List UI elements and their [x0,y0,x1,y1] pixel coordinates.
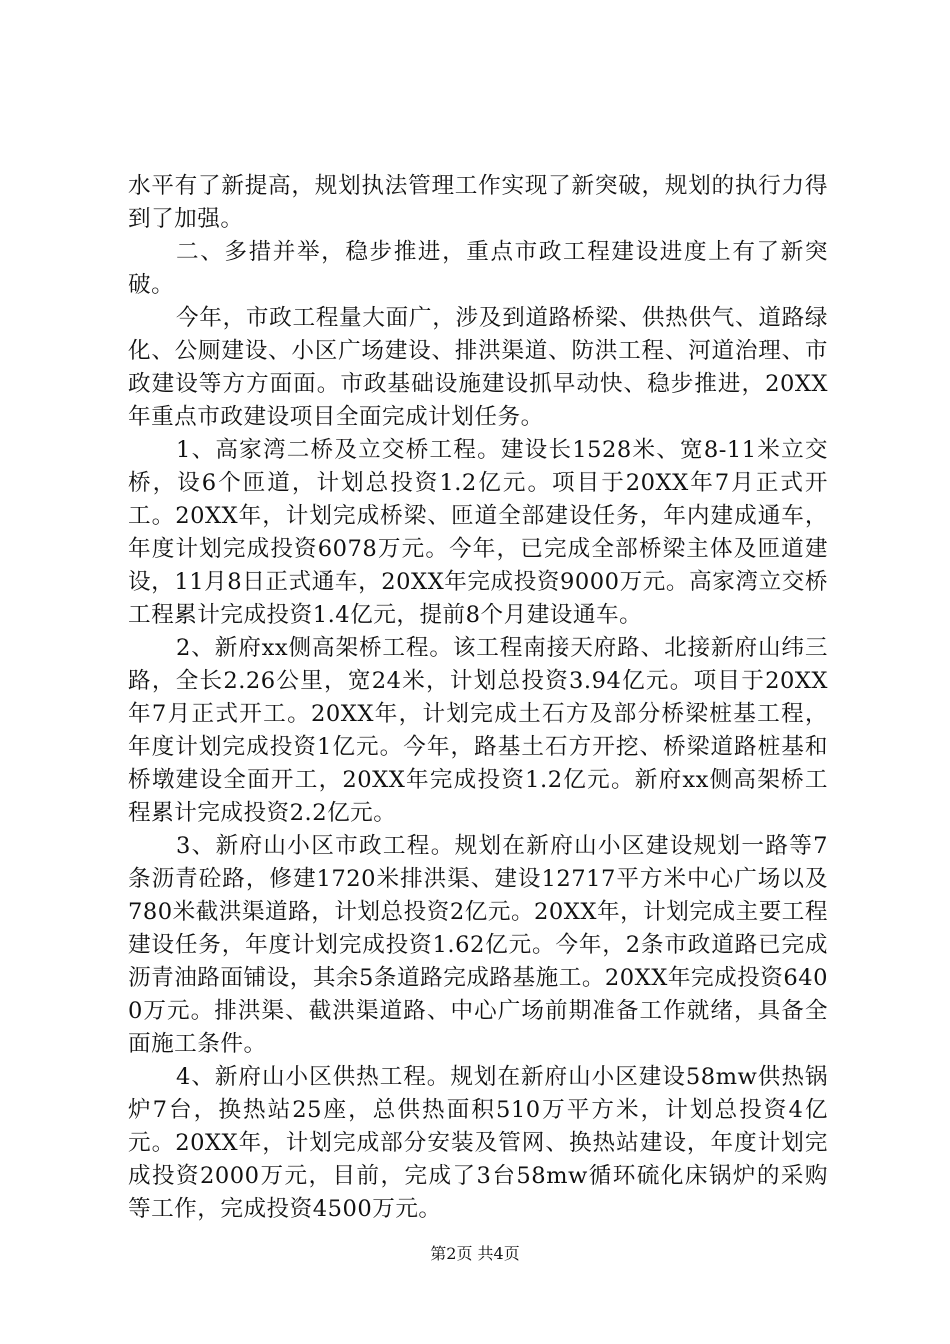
paragraph-item-1: 1、高家湾二桥及立交桥工程。建设长1528米、宽8-11米立交桥，设6个匝道，计划总投资1.2亿元。项目于20XX年7月正式开工。20XX年，计划完成桥梁、匝道全部建设任务，年内建成通车，年度计划完成投资6078万元。今年，已完成全部桥梁主体及匝道建设，11月8日正式通车，20XX年完成投资9000万元。高家湾立交桥工程累计完成投资1.4亿元，提前8个月建设通车。 [128,437,828,628]
page-number-footer: 第2页 共4页 [430,1244,520,1263]
paragraph-item-3: 3、新府山小区市政工程。规划在新府山小区建设规划一路等7条沥青砼路，修建1720米排洪渠、建设12717平方米中心广场以及780米截洪渠道路，计划总投资2亿元。20XX年，计划完成主要工程建设任务，年度计划完成投资1.62亿元。今年，2条市政道路已完成沥青油路面铺设，其余5条道路完成路基施工。20XX年完成投资6400万元。排洪渠、截洪渠道路、中心广场前期准备工作就绪，具备全面施工条件。 [128,833,828,1057]
document-body [128,170,828,1226]
paragraph-overview: 今年，市政工程量大面广，涉及到道路桥梁、供热供气、道路绿化、公厕建设、小区广场建设、排洪渠道、防洪工程、河道治理、市政建设等方方面面。市政基础设施建设抓早动快、稳步推进，20XX年重点市政建设项目全面完成计划任务。 [128,305,828,430]
paragraph-item-2: 2、新府xx侧高架桥工程。该工程南接天府路、北接新府山纬三路，全长2.26公里，宽24米，计划总投资3.94亿元。项目于20XX年7月正式开工。20XX年，计划完成土石方及部分桥梁桩基工程，年度计划完成投资1亿元。今年，路基土石方开挖、桥梁道路桩基和桥墩建设全面开工，20XX年完成投资1.2亿元。新府xx侧高架桥工程累计完成投资2.2亿元。 [128,635,828,826]
paragraph-continuation: 水平有了新提高，规划执法管理工作实现了新突破，规划的执行力得到了加强。 [128,173,828,232]
section-heading-2: 二、多措并举，稳步推进，重点市政工程建设进度上有了新突破。 [128,239,828,298]
paragraph-item-4: 4、新府山小区供热工程。规划在新府山小区建设58mw供热锅炉7台，换热站25座，总供热面积510万平方米，计划总投资4亿元。20XX年，计划完成部分安装及管网、换热站建设，年度计划完成投资2000万元，目前，完成了3台58mw循环硫化床锅炉的采购等工作，完成投资4500万元。 [128,1064,828,1222]
